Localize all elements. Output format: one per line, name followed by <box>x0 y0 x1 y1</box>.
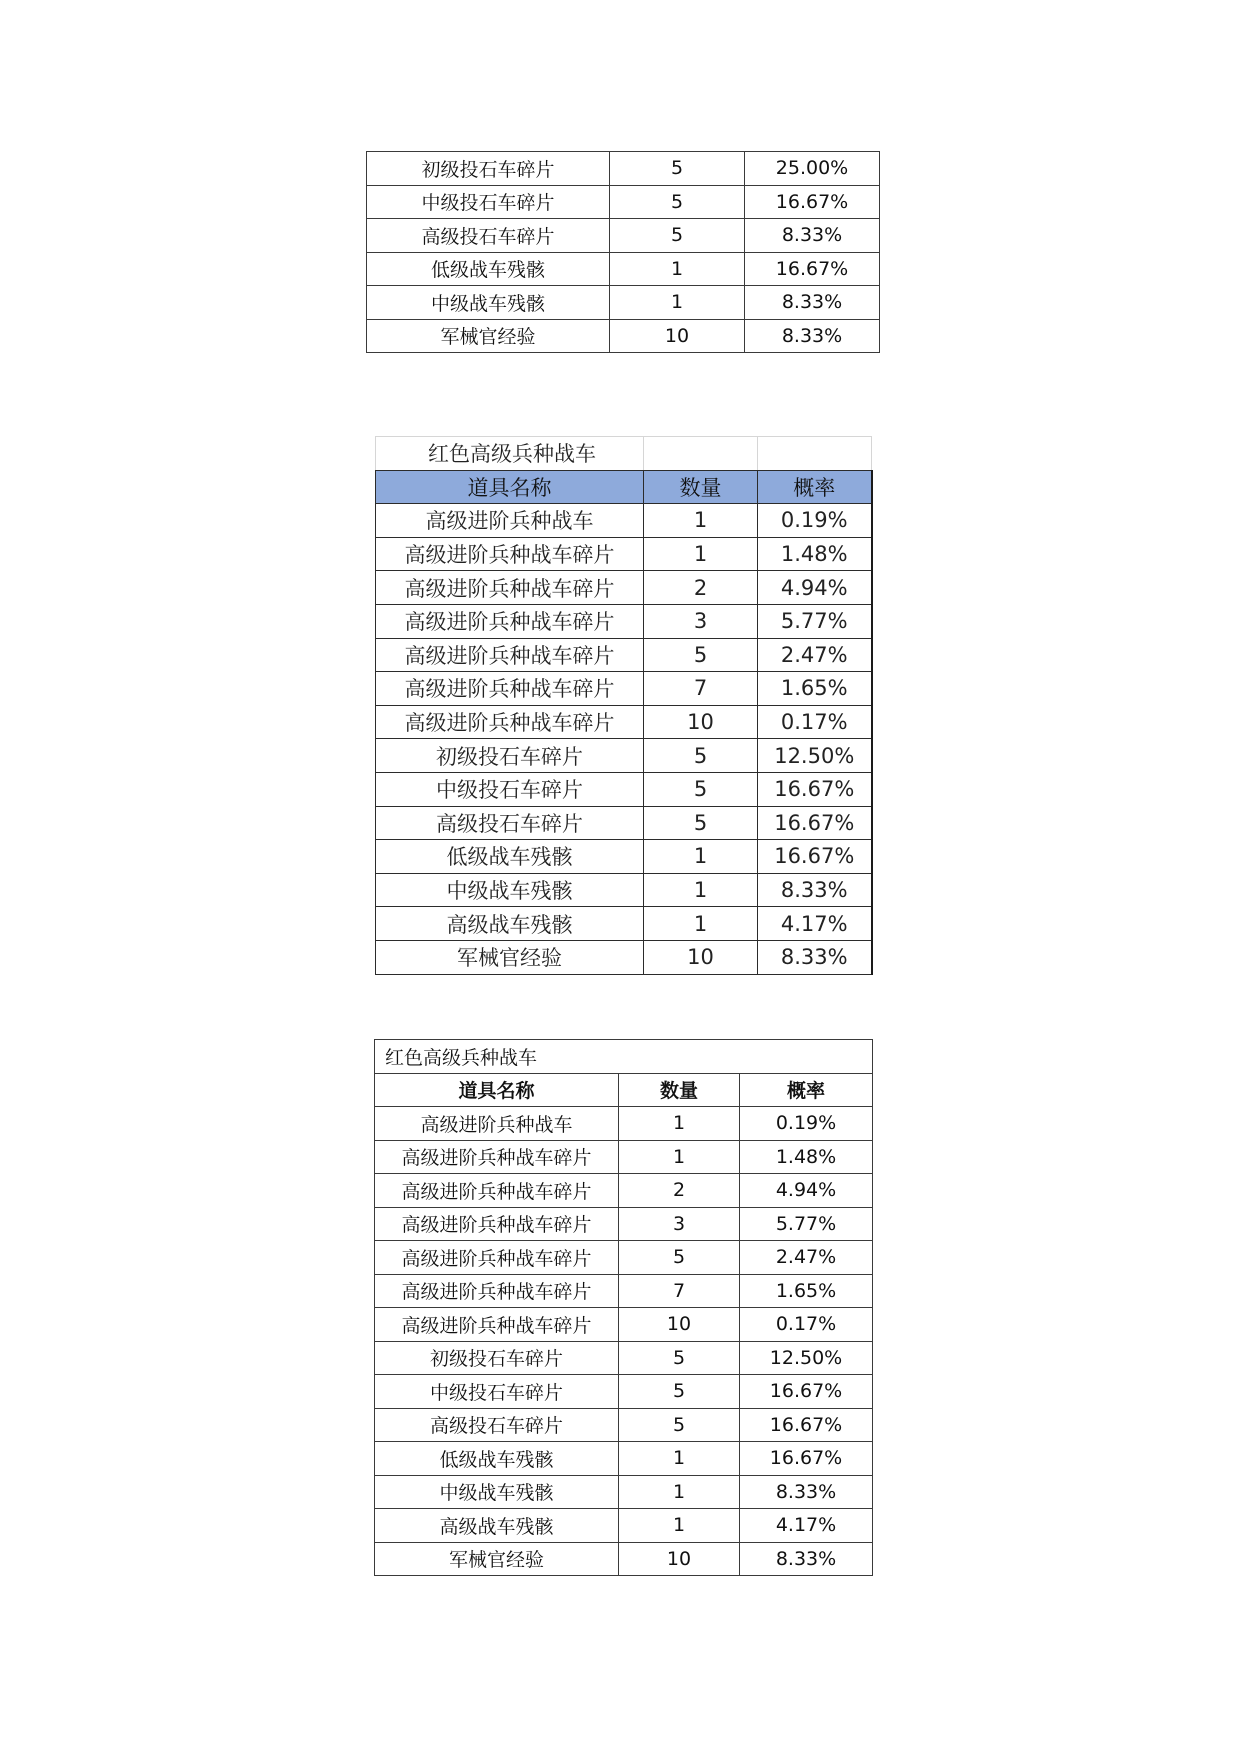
cell-probability: 12.50% <box>758 739 872 773</box>
cell-quantity: 1 <box>644 873 758 907</box>
cell-quantity: 5 <box>619 1341 740 1375</box>
table-row <box>375 1174 873 1208</box>
cell-probability: 4.94% <box>758 571 872 605</box>
cell-quantity: 3 <box>619 1207 740 1241</box>
cell-item-name: 中级投石车碎片 <box>375 1375 619 1409</box>
cell-quantity: 1 <box>619 1140 740 1174</box>
table-title-row <box>375 1040 873 1074</box>
table-title: 红色高级兵种战车 <box>376 437 644 471</box>
cell-probability: 5.77% <box>740 1207 873 1241</box>
cell-quantity: 10 <box>619 1542 740 1576</box>
table-row <box>376 638 872 672</box>
cell-item-name: 高级进阶兵种战车碎片 <box>375 1241 619 1275</box>
table-row <box>367 252 880 286</box>
cell-quantity: 5 <box>644 638 758 672</box>
cell-item-name: 高级进阶兵种战车 <box>376 504 644 538</box>
table-row <box>376 739 872 773</box>
cell-quantity: 1 <box>644 537 758 571</box>
header-item-name: 道具名称 <box>375 1073 619 1107</box>
table-row <box>376 604 872 638</box>
table-row <box>375 1207 873 1241</box>
cell-probability: 0.17% <box>740 1308 873 1342</box>
cell-quantity: 10 <box>644 940 758 974</box>
cell-item-name: 高级投石车碎片 <box>367 219 610 253</box>
table-body <box>375 1107 873 1576</box>
table-body <box>367 152 880 353</box>
empty-cell <box>644 437 758 471</box>
cell-quantity: 1 <box>619 1107 740 1141</box>
cell-item-name: 高级进阶兵种战车碎片 <box>375 1174 619 1208</box>
cell-item-name: 高级进阶兵种战车碎片 <box>376 571 644 605</box>
cell-quantity: 5 <box>619 1241 740 1275</box>
table-row <box>376 873 872 907</box>
cell-quantity: 7 <box>619 1274 740 1308</box>
cell-item-name: 高级进阶兵种战车碎片 <box>376 672 644 706</box>
table-body <box>376 504 872 974</box>
cell-item-name: 高级进阶兵种战车碎片 <box>375 1274 619 1308</box>
cell-probability: 4.17% <box>758 907 872 941</box>
table-row <box>376 806 872 840</box>
table-row <box>367 185 880 219</box>
drop-rate-table-continued <box>366 151 880 353</box>
table-row <box>367 152 880 186</box>
cell-item-name: 高级战车残骸 <box>376 907 644 941</box>
table-row <box>375 1475 873 1509</box>
header-probability: 概率 <box>740 1073 873 1107</box>
cell-probability: 1.65% <box>740 1274 873 1308</box>
table-row <box>375 1341 873 1375</box>
cell-item-name: 初级投石车碎片 <box>367 152 610 186</box>
cell-quantity: 5 <box>644 806 758 840</box>
cell-probability: 16.67% <box>745 252 880 286</box>
cell-quantity: 1 <box>644 840 758 874</box>
cell-quantity: 7 <box>644 672 758 706</box>
cell-item-name: 低级战车残骸 <box>375 1442 619 1476</box>
drop-rate-table <box>374 1039 873 1576</box>
header-quantity: 数量 <box>619 1073 740 1107</box>
cell-quantity: 10 <box>644 705 758 739</box>
cell-probability: 5.77% <box>758 604 872 638</box>
header-quantity: 数量 <box>644 470 758 504</box>
table-row <box>376 504 872 538</box>
table-row <box>375 1274 873 1308</box>
cell-quantity: 1 <box>619 1509 740 1543</box>
table-row <box>367 219 880 253</box>
cell-quantity: 5 <box>619 1408 740 1442</box>
cell-probability: 8.33% <box>758 873 872 907</box>
empty-cell <box>758 437 872 471</box>
cell-probability: 16.67% <box>758 840 872 874</box>
table-row <box>375 1509 873 1543</box>
cell-probability: 4.94% <box>740 1174 873 1208</box>
cell-item-name: 高级进阶兵种战车碎片 <box>376 604 644 638</box>
table-row <box>375 1241 873 1275</box>
cell-probability: 25.00% <box>745 152 880 186</box>
cell-probability: 8.33% <box>745 319 880 353</box>
table-row <box>376 907 872 941</box>
cell-probability: 2.47% <box>740 1241 873 1275</box>
header-item-name: 道具名称 <box>376 470 644 504</box>
cell-probability: 1.48% <box>758 537 872 571</box>
table-row <box>375 1375 873 1409</box>
cell-probability: 1.65% <box>758 672 872 706</box>
cell-item-name: 高级进阶兵种战车碎片 <box>375 1308 619 1342</box>
cell-probability: 16.67% <box>740 1375 873 1409</box>
cell-probability: 8.33% <box>740 1475 873 1509</box>
table-title: 红色高级兵种战车 <box>375 1040 873 1074</box>
cell-probability: 16.67% <box>758 772 872 806</box>
cell-probability: 0.19% <box>740 1107 873 1141</box>
cell-quantity: 5 <box>619 1375 740 1409</box>
drop-rate-table-spreadsheet <box>375 436 873 975</box>
table-row <box>375 1140 873 1174</box>
table-row <box>375 1442 873 1476</box>
cell-item-name: 高级进阶兵种战车 <box>375 1107 619 1141</box>
table-row <box>376 772 872 806</box>
cell-quantity: 1 <box>619 1442 740 1476</box>
cell-quantity: 10 <box>619 1308 740 1342</box>
cell-probability: 0.19% <box>758 504 872 538</box>
cell-item-name: 初级投石车碎片 <box>376 739 644 773</box>
cell-probability: 8.33% <box>740 1542 873 1576</box>
cell-probability: 1.48% <box>740 1140 873 1174</box>
table-row <box>375 1107 873 1141</box>
cell-probability: 0.17% <box>758 705 872 739</box>
cell-quantity: 1 <box>619 1475 740 1509</box>
cell-item-name: 军械官经验 <box>375 1542 619 1576</box>
cell-quantity: 1 <box>644 504 758 538</box>
cell-quantity: 5 <box>610 185 745 219</box>
cell-quantity: 1 <box>644 907 758 941</box>
table-row <box>376 571 872 605</box>
cell-probability: 2.47% <box>758 638 872 672</box>
cell-quantity: 5 <box>644 772 758 806</box>
cell-quantity: 5 <box>610 219 745 253</box>
cell-quantity: 3 <box>644 604 758 638</box>
cell-item-name: 中级投石车碎片 <box>376 772 644 806</box>
cell-item-name: 高级进阶兵种战车碎片 <box>376 537 644 571</box>
cell-item-name: 中级投石车碎片 <box>367 185 610 219</box>
cell-item-name: 低级战车残骸 <box>367 252 610 286</box>
table-title-row <box>376 437 872 471</box>
cell-quantity: 2 <box>644 571 758 605</box>
cell-item-name: 军械官经验 <box>367 319 610 353</box>
cell-probability: 16.67% <box>745 185 880 219</box>
cell-item-name: 中级战车残骸 <box>375 1475 619 1509</box>
cell-probability: 8.33% <box>745 219 880 253</box>
cell-item-name: 高级投石车碎片 <box>376 806 644 840</box>
table-row <box>376 705 872 739</box>
cell-quantity: 10 <box>610 319 745 353</box>
cell-item-name: 中级战车残骸 <box>376 873 644 907</box>
table-row <box>375 1542 873 1576</box>
table-row <box>375 1408 873 1442</box>
cell-probability: 16.67% <box>758 806 872 840</box>
cell-item-name: 高级战车残骸 <box>375 1509 619 1543</box>
cell-probability: 8.33% <box>758 940 872 974</box>
header-probability: 概率 <box>758 470 872 504</box>
table-row <box>367 319 880 353</box>
table-row <box>367 286 880 320</box>
cell-quantity: 1 <box>610 286 745 320</box>
cell-item-name: 军械官经验 <box>376 940 644 974</box>
table-header-row <box>375 1073 873 1107</box>
cell-quantity: 1 <box>610 252 745 286</box>
cell-item-name: 初级投石车碎片 <box>375 1341 619 1375</box>
table-header-row <box>376 470 872 504</box>
cell-probability: 16.67% <box>740 1442 873 1476</box>
cell-probability: 4.17% <box>740 1509 873 1543</box>
cell-quantity: 5 <box>610 152 745 186</box>
cell-item-name: 高级投石车碎片 <box>375 1408 619 1442</box>
table-row <box>376 537 872 571</box>
cell-quantity: 5 <box>644 739 758 773</box>
table-row <box>376 672 872 706</box>
cell-item-name: 高级进阶兵种战车碎片 <box>376 638 644 672</box>
table-row <box>375 1308 873 1342</box>
cell-probability: 12.50% <box>740 1341 873 1375</box>
cell-item-name: 高级进阶兵种战车碎片 <box>375 1140 619 1174</box>
cell-item-name: 低级战车残骸 <box>376 840 644 874</box>
table-row <box>376 940 872 974</box>
cell-probability: 16.67% <box>740 1408 873 1442</box>
table-row <box>376 840 872 874</box>
cell-quantity: 2 <box>619 1174 740 1208</box>
cell-item-name: 高级进阶兵种战车碎片 <box>376 705 644 739</box>
cell-probability: 8.33% <box>745 286 880 320</box>
cell-item-name: 高级进阶兵种战车碎片 <box>375 1207 619 1241</box>
cell-item-name: 中级战车残骸 <box>367 286 610 320</box>
